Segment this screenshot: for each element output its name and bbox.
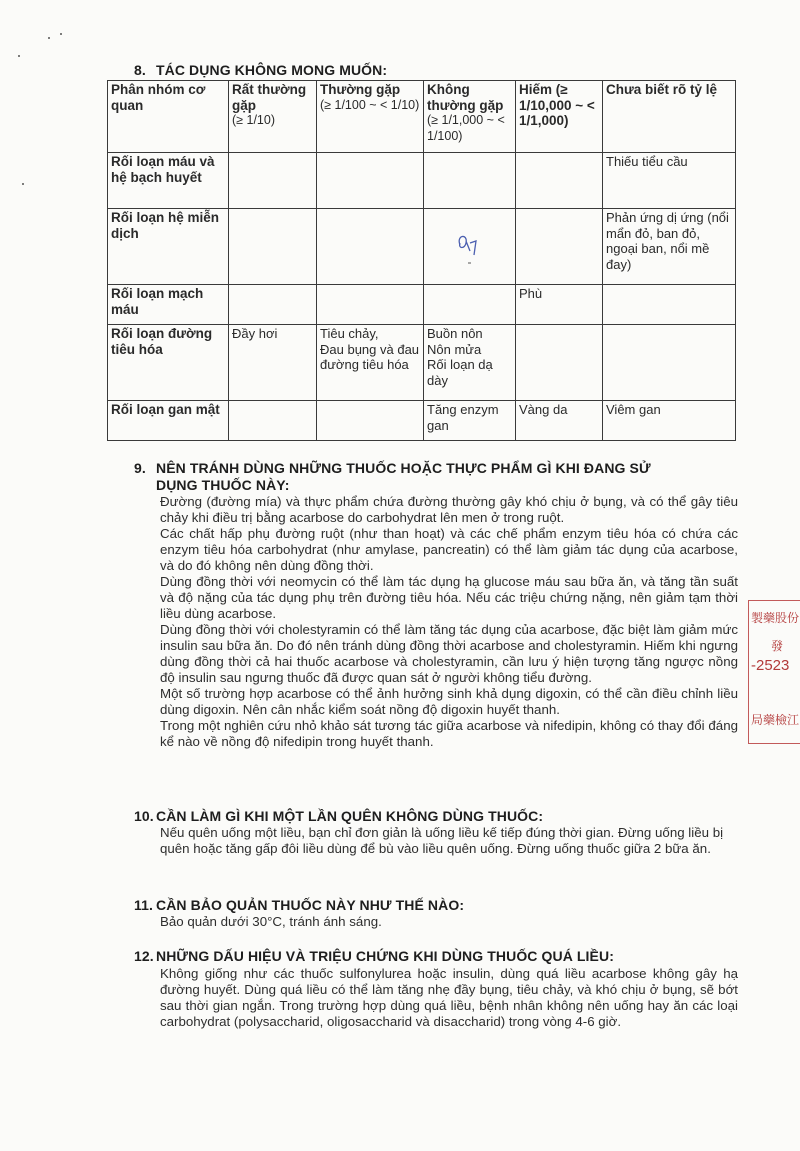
handwritten-mark [454, 231, 484, 271]
stamp-line: 製藥股份 [751, 611, 800, 625]
header-uncommon: Không thường gặp (≥ 1/1,000 ~ < 1/100) [424, 81, 516, 153]
section-9-paragraph: Các chất hấp phụ đường ruột (như than hoạt) và các chế phẩm enzym tiêu hóa có chứa các enzym tiêu hóa carbohydrat (như amylase, pancreatin) có thể làm giảm tác dụng của acarbose, và do đó không nên dùng đồng thời. [160, 526, 738, 573]
very-common-cell: Đầy hơi [229, 325, 317, 401]
rare-cell [516, 153, 603, 209]
header-rare: Hiếm (≥ 1/10,000 ~ < 1/1,000) [516, 81, 603, 153]
section-9-body [160, 494, 738, 750]
section-9-paragraph: Một số trường hợp acarbose có thể ảnh hưởng sinh khả dụng digoxin, có thể cần điều chỉnh liều dùng digoxin. Nên cân nhắc kiểm soát nồng độ digoxin huyết thanh. [160, 686, 738, 717]
header-common: Thường gặp (≥ 1/100 ~ < 1/10) [317, 81, 424, 153]
header-organ: Phân nhóm cơ quan [108, 81, 229, 153]
common-cell [317, 153, 424, 209]
table-row [108, 325, 736, 401]
section-11-paragraph: Bảo quản dưới 30°C, tránh ánh sáng. [160, 914, 382, 929]
table-header-row [108, 81, 736, 153]
rare-cell [516, 325, 603, 401]
red-seal-stamp [748, 600, 800, 744]
section-10-heading [134, 808, 543, 824]
organ-cell: Rối loạn đường tiêu hóa [108, 325, 229, 401]
section-12-paragraph: Không giống như các thuốc sulfonylurea hoặc insulin, dùng quá liều acarbose không gây hạ đường huyết. Dùng quá liều có thể làm tăng nhẹ đầy bụng, tiêu chảy, và khó chịu ở bụng, sẽ bớt sau thời gian ngắn. Trong trường hợp dùng quá liều, bệnh nhân không nên uống hay ăn các loại carbohydrat (polysaccharid, oligosaccharid và disaccharid) trong vòng 4-6 giờ. [160, 966, 738, 1029]
uncommon-cell [424, 209, 516, 285]
stamp-line: 發 [771, 639, 784, 653]
section-12-title: NHỮNG DẤU HIỆU VÀ TRIỆU CHỨNG KHI DÙNG THUỐC QUÁ LIỀU: [156, 948, 614, 964]
header-very-common: Rất thường gặp (≥ 1/10) [229, 81, 317, 153]
side-effects-table [107, 80, 736, 441]
section-12-heading [134, 948, 614, 964]
table-row [108, 209, 736, 285]
section-11-title: CẦN BẢO QUẢN THUỐC NÀY NHƯ THẾ NÀO: [156, 897, 465, 913]
table-row [108, 401, 736, 441]
section-9-title-line2: DỤNG THUỐC NÀY: [156, 477, 290, 493]
very-common-cell [229, 401, 317, 441]
section-11-body [160, 914, 738, 930]
very-common-cell [229, 153, 317, 209]
section-8-title: TÁC DỤNG KHÔNG MONG MUỐN: [156, 62, 388, 78]
section-10-paragraph: Nếu quên uống một liều, bạn chỉ đơn giản là uống liều kế tiếp đúng thời gian. Đừng uống liều bị quên hoặc tăng gấp đôi liều dùng để bù vào liều quên uống. Đừng uống thuốc giữa 2 bữa ăn. [160, 825, 724, 856]
uncommon-cell [424, 285, 516, 325]
section-10-number: 10. [134, 808, 154, 824]
section-10-body [160, 825, 738, 857]
common-cell: Tiêu chảy, Đau bụng và đau đường tiêu hóa [317, 325, 424, 401]
section-9-title-line1: NÊN TRÁNH DÙNG NHỮNG THUỐC HOẶC THỰC PHẨM GÌ KHI ĐANG SỬ [156, 460, 651, 476]
uncommon-cell [424, 153, 516, 209]
uncommon-cell: Buồn nôn Nôn mửa Rối loạn dạ dày [424, 325, 516, 401]
section-10-title: CẦN LÀM GÌ KHI MỘT LẦN QUÊN KHÔNG DÙNG THUỐC: [156, 808, 544, 824]
common-cell [317, 285, 424, 325]
section-11-number: 11. [134, 897, 153, 913]
unknown-cell [603, 325, 736, 401]
section-9-number: 9. [134, 460, 146, 476]
section-12-number: 12. [134, 948, 154, 964]
section-9-heading [134, 460, 651, 494]
section-12-body [160, 966, 738, 1030]
unknown-cell: Phản ứng dị ứng (nổi mẩn đỏ, ban đỏ, ngoại ban, nổi mề đay) [603, 209, 736, 285]
header-unknown: Chưa biết rõ tỷ lệ [603, 81, 736, 153]
section-9-paragraph: Dùng đồng thời với neomycin có thể làm tác dụng hạ glucose máu sau bữa ăn, và tăng tần suất và độ nặng của tác dụng phụ trên đường tiêu hóa. Nếu các triệu chứng nặng, nên giảm tạm thời liều dùng acarbose. [160, 574, 738, 621]
organ-cell: Rối loạn mạch máu [108, 285, 229, 325]
section-9-paragraph: Đường (đường mía) và thực phẩm chứa đường thường gây khó chịu ở bụng, và có thể gây tiêu chảy khi điều trị bằng acarbose do carbohydrat lên men ở trong ruột. [160, 494, 738, 525]
section-9-paragraph: Trong một nghiên cứu nhỏ khảo sát tương tác giữa acarbose và nifedipin, không có thay đổi đáng kể nào về nồng độ nifedipin trong huyết thanh. [160, 718, 738, 749]
unknown-cell: Thiếu tiểu cầu [603, 153, 736, 209]
stamp-line: -2523 [751, 657, 790, 674]
common-cell [317, 401, 424, 441]
table-row [108, 285, 736, 325]
very-common-cell [229, 209, 317, 285]
scan-speck [18, 55, 20, 57]
scan-speck [60, 33, 62, 35]
stamp-line: 局藥檢江 [751, 713, 800, 727]
uncommon-cell: Tăng enzym gan [424, 401, 516, 441]
organ-cell: Rối loạn máu và hệ bạch huyết [108, 153, 229, 209]
rare-cell: Phù [516, 285, 603, 325]
organ-cell: Rối loạn gan mật [108, 401, 229, 441]
organ-cell: Rối loạn hệ miễn dịch [108, 209, 229, 285]
unknown-cell: Viêm gan [603, 401, 736, 441]
scan-speck [22, 183, 24, 185]
section-8-heading [134, 62, 387, 78]
section-8-number: 8. [134, 62, 146, 78]
table-row [108, 153, 736, 209]
common-cell [317, 209, 424, 285]
rare-cell: Vàng da [516, 401, 603, 441]
rare-cell [516, 209, 603, 285]
very-common-cell [229, 285, 317, 325]
section-9-paragraph: Dùng đồng thời với cholestyramin có thể làm tăng tác dụng của acarbose, đặc biệt làm giảm mức insulin sau bữa ăn. Do đó nên tránh dùng đồng thời acarbose and cholestyramin. Hiếm khi ngưng dùng đồng thời cả hai thuốc acarbose và cholestyramin, cần lưu ý hiện tượng tăng ngược nồng độ insulin sau ngưng thuốc đã được quan sát ở người không tiểu đường. [160, 622, 738, 685]
unknown-cell [603, 285, 736, 325]
scan-speck [48, 37, 50, 39]
section-11-heading [134, 897, 464, 913]
